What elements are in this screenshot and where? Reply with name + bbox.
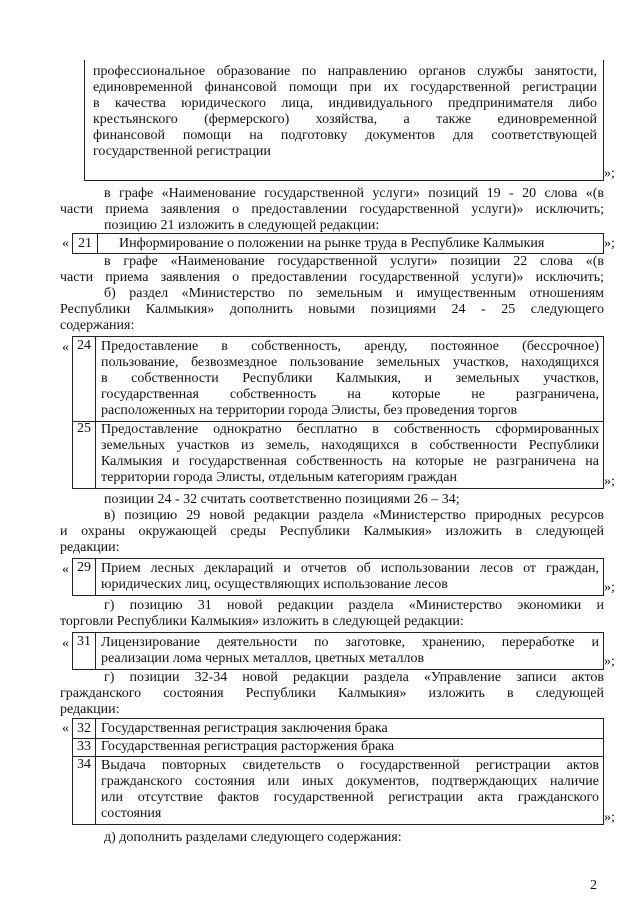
- cell-line: гражданского состояния или иных документов, подтверждающих наличие: [101, 774, 599, 789]
- closing-quote: »;: [604, 580, 615, 595]
- closing-quote: »;: [604, 810, 615, 825]
- closing-quote: »;: [604, 654, 615, 669]
- table-row-24: [72, 336, 604, 422]
- paragraph-line: гражданского состояния Республики Калмыкия» изложить в следующей: [60, 686, 604, 701]
- row-number: 31: [73, 633, 96, 669]
- cell-line: реализации лома черных металлов, цветных металлов: [101, 651, 425, 666]
- row-number: 24: [73, 337, 96, 421]
- table-row-29: [72, 558, 604, 596]
- row-text: Государственная регистрация расторжения брака: [101, 739, 395, 754]
- paragraph-line: позицию 21 изложить в следующей редакции:: [104, 218, 380, 233]
- opening-quote: «: [62, 340, 69, 355]
- opening-quote: «: [62, 236, 69, 251]
- cell-line: или отсутствие фактов государственной регистрации акта гражданского: [101, 790, 599, 805]
- paragraph-line: редакции:: [60, 702, 120, 717]
- opening-quote: «: [62, 721, 69, 736]
- cell-line: Предоставление в собственность, аренду, постоянное (бессрочное): [101, 339, 599, 354]
- closing-quote: »;: [604, 166, 615, 181]
- cell-line: пользование, безвозмездное пользование земельных участков, находящихся: [101, 355, 599, 370]
- paragraph-line: содержания:: [60, 318, 135, 333]
- cell-line: юридических лиц, осуществляющих использование лесов: [101, 577, 448, 592]
- paragraph-line: г) позицию 31 новой редакции раздела «Министерство экономики и: [104, 598, 604, 613]
- cell-line: Прием лесных деклараций и отчетов об использовании лесов от граждан,: [101, 561, 599, 576]
- row-text: Государственная регистрация заключения брака: [101, 721, 388, 736]
- paragraph-line: Республики Калмыкия» дополнить новыми позициями 24 - 25 следующего: [60, 302, 604, 317]
- cell-line: крестьянского (фермерского) хозяйства, а также единовременной: [93, 112, 597, 127]
- row-number: 25: [73, 420, 96, 488]
- cell-line: Лицензирование деятельности по заготовке, хранению, переработке и: [101, 635, 599, 650]
- closing-quote: »;: [604, 236, 615, 251]
- cell-line: в собственности Республики Калмыкия, и земельных участков,: [101, 371, 599, 386]
- paragraph-line: г) позиции 32-34 новой редакции раздела «Управление записи актов: [104, 670, 604, 685]
- paragraph-line: б) раздел «Министерство по земельным и имущественным отношениям: [104, 286, 604, 301]
- paragraph-line: позиции 24 - 32 считать соответственно позициями 26 – 34;: [104, 492, 460, 507]
- paragraph-line: редакции:: [60, 540, 120, 555]
- table-row-25: [72, 420, 604, 489]
- paragraph-line: д) дополнить разделами следующего содержания:: [104, 830, 402, 845]
- table-row-21: [72, 233, 604, 254]
- paragraph-line: в) позицию 29 новой редакции раздела «Министерство природных ресурсов: [104, 508, 604, 523]
- row-text: Информирование о положении на рынке труда в Республике Калмыкия: [119, 236, 545, 251]
- paragraph-line: части приема заявления о предоставлении государственной услуги)» исключить;: [60, 202, 604, 217]
- paragraph-line: торговли Республики Калмыкия» изложить в следующей редакции:: [60, 614, 464, 629]
- table-row-33: [72, 737, 604, 757]
- table-row-34: [72, 756, 604, 825]
- page-number: 2: [590, 878, 597, 893]
- paragraph-line: части приема заявления о предоставлении государственной услуги)» исключить;: [60, 270, 604, 285]
- cell-line: состояния: [101, 806, 162, 821]
- paragraph-line: в графе «Наименование государственной услуги» позиции 22 слова «(в: [104, 254, 604, 269]
- table-row-32: [72, 718, 604, 739]
- row-number: 33: [73, 737, 96, 756]
- cell-line: единовременной финансовой помощи при их государственной регистрации: [93, 80, 597, 95]
- table-cell-continued: [84, 60, 604, 181]
- cell-line: территории города Элисты, отдельным категориям граждан: [101, 470, 457, 485]
- cell-line: Выдача повторных свидетельств о государственной регистрации актов: [101, 758, 599, 773]
- cell-line: государственной регистрации: [93, 144, 271, 159]
- cell-line: расположенных на территории города Элисты, без проведения торгов: [101, 403, 518, 418]
- table-row-31: [72, 632, 604, 670]
- cell-line: земельных участков из земель, находящихся в собственности Республики: [101, 438, 599, 453]
- row-number: 32: [73, 719, 96, 738]
- opening-quote: «: [62, 562, 69, 577]
- row-number: 34: [73, 756, 96, 824]
- opening-quote: «: [62, 636, 69, 651]
- row-number: 21: [73, 234, 98, 253]
- paragraph-line: и охраны окружающей среды Республики Калмыкия» изложить в следующей: [60, 524, 604, 539]
- cell-line: Предоставление однократно бесплатно в собственность сформированных: [101, 422, 599, 437]
- closing-quote: »;: [604, 474, 615, 489]
- paragraph-line: в графе «Наименование государственной услуги» позиций 19 - 20 слова «(в: [104, 186, 604, 201]
- cell-line: профессиональное образование по направлению органов службы занятости,: [93, 64, 597, 79]
- cell-line: Калмыкия и государственная собственность на которые не разграничена на: [101, 454, 599, 469]
- row-number: 29: [73, 559, 96, 595]
- cell-line: финансовой помощи на подготовку документов для соответствующей: [93, 128, 597, 143]
- cell-line: в качества юридического лица, индивидуального предпринимателя либо: [93, 96, 597, 111]
- cell-line: государственная собственность на которые не разграничена,: [101, 387, 599, 402]
